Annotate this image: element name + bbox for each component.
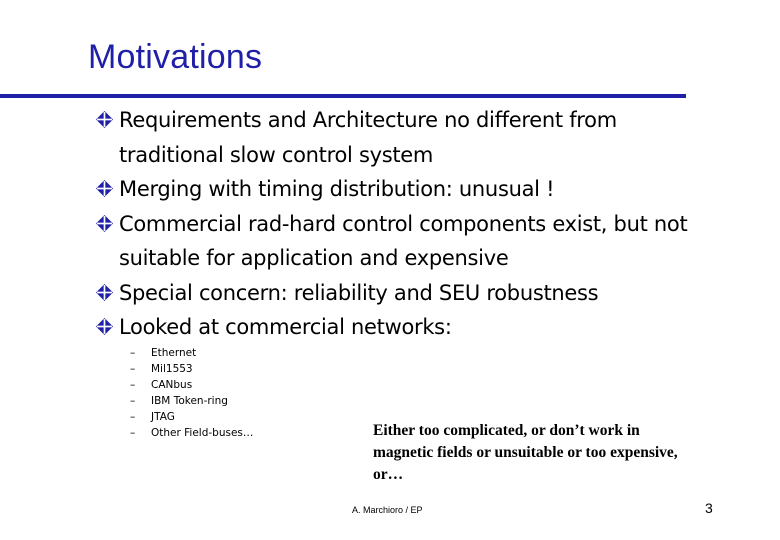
bullet-text: Commercial rad-hard control components exist, but not suitable for application and expensive <box>119 211 688 270</box>
slide-title: Motivations <box>88 38 263 76</box>
bullet-icon <box>96 111 113 128</box>
network-item <box>130 409 253 425</box>
dash-marker: – <box>130 379 136 391</box>
title-underline <box>0 94 686 98</box>
bullet-list <box>96 103 696 345</box>
bullet-icon <box>96 215 113 232</box>
network-item <box>130 345 253 361</box>
dash-marker: – <box>130 363 136 375</box>
bullet-text: Special concern: reliability and SEU robustness <box>119 280 599 305</box>
network-item <box>130 393 253 409</box>
dash-marker: – <box>130 395 136 407</box>
dash-marker: – <box>130 427 136 439</box>
bullet-icon <box>96 318 113 335</box>
network-item <box>130 377 253 393</box>
bullet-item <box>96 103 696 172</box>
bullet-item <box>96 310 696 345</box>
conclusion-note: Either too complicated, or don’t work in magnetic fields or unsuitable or too expensive, or… <box>373 422 678 483</box>
bullet-text: Looked at commercial networks: <box>119 315 452 339</box>
network-item <box>130 425 253 441</box>
bullet-item <box>96 172 696 207</box>
network-name: CANbus <box>151 379 193 391</box>
dash-marker: – <box>130 347 136 359</box>
dash-marker: – <box>130 411 136 423</box>
network-list <box>130 345 253 441</box>
network-item <box>130 361 253 377</box>
network-name: Ethernet <box>151 347 197 359</box>
page-number: 3 <box>705 500 713 516</box>
bullet-icon <box>96 180 113 197</box>
bullet-item <box>96 276 696 311</box>
bullet-icon <box>96 284 113 301</box>
network-name: IBM Token-ring <box>151 395 228 407</box>
network-name: Mil1553 <box>151 363 193 375</box>
bullet-item <box>96 207 696 276</box>
footer-author: A. Marchioro / EP <box>352 505 423 515</box>
bullet-text: Merging with timing distribution: unusual ! <box>119 177 555 201</box>
bullet-text: Requirements and Architecture no different from traditional slow control system <box>119 108 617 167</box>
network-name: Other Field-buses… <box>151 427 254 439</box>
network-name: JTAG <box>151 411 175 423</box>
